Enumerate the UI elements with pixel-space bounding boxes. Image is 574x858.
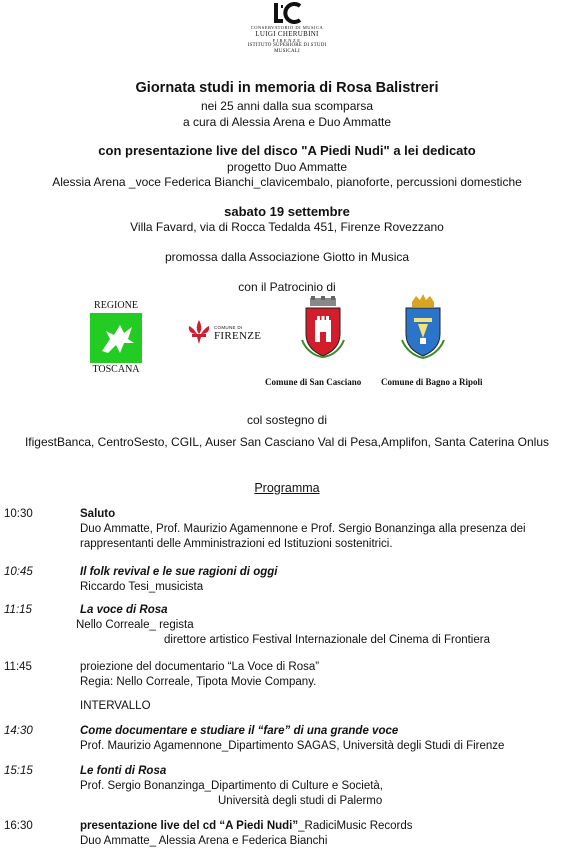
- item-title: Saluto: [80, 508, 116, 520]
- item-title: Il folk revival e le sue ragioni di oggi: [80, 566, 278, 578]
- logo-line-4: ISTITUTO SUPERIORE DI STUDI MUSICALI: [247, 43, 327, 54]
- item-time: 14:30: [4, 725, 33, 737]
- item-line: direttore artistico Festival Internazionale del Cinema di Frontiera: [164, 634, 490, 646]
- item-title: proiezione del documentario “La Voce di Rosa”: [80, 661, 320, 673]
- lc-monogram-icon: [270, 2, 304, 24]
- subtitle: nei 25 anni dalla sua scomparsa: [200, 99, 374, 113]
- item-title: Come documentare e studiare il “fare” di una grande voce: [80, 725, 399, 737]
- item-time: 11:45: [4, 661, 32, 673]
- item-title: presentazione live del cd “A Piedi Nudi”: [80, 820, 299, 832]
- presentation-line: con presentazione live del disco "A Piedi Nudi" a lei dedicato: [98, 143, 476, 158]
- comune-firenze-logo: [186, 318, 268, 348]
- item-line: Prof. Maurizio Agamennone_Dipartimento SAGAS, Università degli Studi di Firenze: [80, 740, 505, 752]
- item-time: 10:30: [4, 508, 33, 520]
- project-line: progetto Duo Ammatte: [226, 160, 348, 174]
- logo-line-3: FIRENZE: [272, 38, 302, 43]
- item-line: Duo Ammatte_ Alessia Arena e Federica Bianchi: [80, 835, 328, 847]
- item-time: 11:15: [4, 604, 32, 616]
- curated-by: a cura di Alessia Arena e Duo Ammatte: [182, 115, 392, 129]
- bagno-a-ripoli-label: Comune di Bagno a Ripoli: [381, 377, 483, 387]
- pegasus-icon: [90, 313, 142, 363]
- page-title: Giornata studi in memoria di Rosa Balistreri: [135, 80, 439, 96]
- firenze-big-label: FIRENZE: [214, 330, 262, 342]
- item-line: Nello Correale_ regista: [76, 619, 194, 631]
- regione-toscana-logo: [88, 300, 144, 378]
- regione-label: REGIONE: [94, 300, 138, 311]
- item-time: 10:45: [4, 566, 33, 578]
- support-label: col sostegno di: [246, 413, 328, 427]
- promoted-by: promossa dalla Associazione Giotto in Musica: [164, 250, 410, 264]
- logo-line-2: LUIGI CHERUBINI: [255, 30, 319, 38]
- item-title: Le fonti di Rosa: [80, 765, 167, 777]
- item-line: Duo Ammatte, Prof. Maurizio Agamennone e Prof. Sergio Bonanzinga alla presenza dei: [80, 523, 526, 535]
- programme-heading: Programma: [254, 481, 320, 495]
- item-time: 15:15: [4, 765, 33, 777]
- logo-line-1: CONSERVATORIO DI MUSICA: [250, 25, 324, 30]
- event-date: sabato 19 settembre: [224, 204, 350, 219]
- intermission: INTERVALLO: [80, 700, 151, 712]
- item-time: 16:30: [4, 820, 33, 832]
- toscana-label: TOSCANA: [92, 364, 140, 375]
- item-title-row: [80, 820, 413, 832]
- performers-line: Alessia Arena _voce Federica Bianchi_clavicembalo, pianoforte, percussioni domestiche: [52, 175, 522, 189]
- item-line: rappresentanti delle Amministrazioni ed Istituzioni sostenitrici.: [80, 538, 393, 550]
- san-casciano-crest-icon: [300, 296, 346, 358]
- patronage-label: con il Patrocinio di: [238, 280, 336, 294]
- bagno-a-ripoli-crest-icon: [400, 294, 446, 360]
- giglio-icon: [186, 318, 212, 346]
- item-line: Regia: Nello Correale, Tipota Movie Company.: [80, 676, 317, 688]
- item-line: Prof. Sergio Bonanzinga_Dipartimento di Culture e Società,: [80, 780, 384, 792]
- support-list: IfigestBanca, CentroSesto, CGIL, Auser San Casciano Val di Pesa,Amplifon, Santa Caterina Onlus: [24, 435, 550, 449]
- event-venue: Villa Favard, via di Rocca Tedalda 451, Firenze Rovezzano: [130, 220, 444, 234]
- item-title: La voce di Rosa: [80, 604, 168, 616]
- conservatorio-logo: [237, 2, 337, 56]
- item-title-suffix: _RadiciMusic Records: [298, 820, 413, 832]
- firenze-small-label: COMUNE DI: [214, 325, 243, 330]
- item-line: Riccardo Tesi_musicista: [80, 581, 204, 593]
- item-line: Università degli studi di Palermo: [218, 795, 383, 807]
- san-casciano-label: Comune di San Casciano: [265, 377, 362, 387]
